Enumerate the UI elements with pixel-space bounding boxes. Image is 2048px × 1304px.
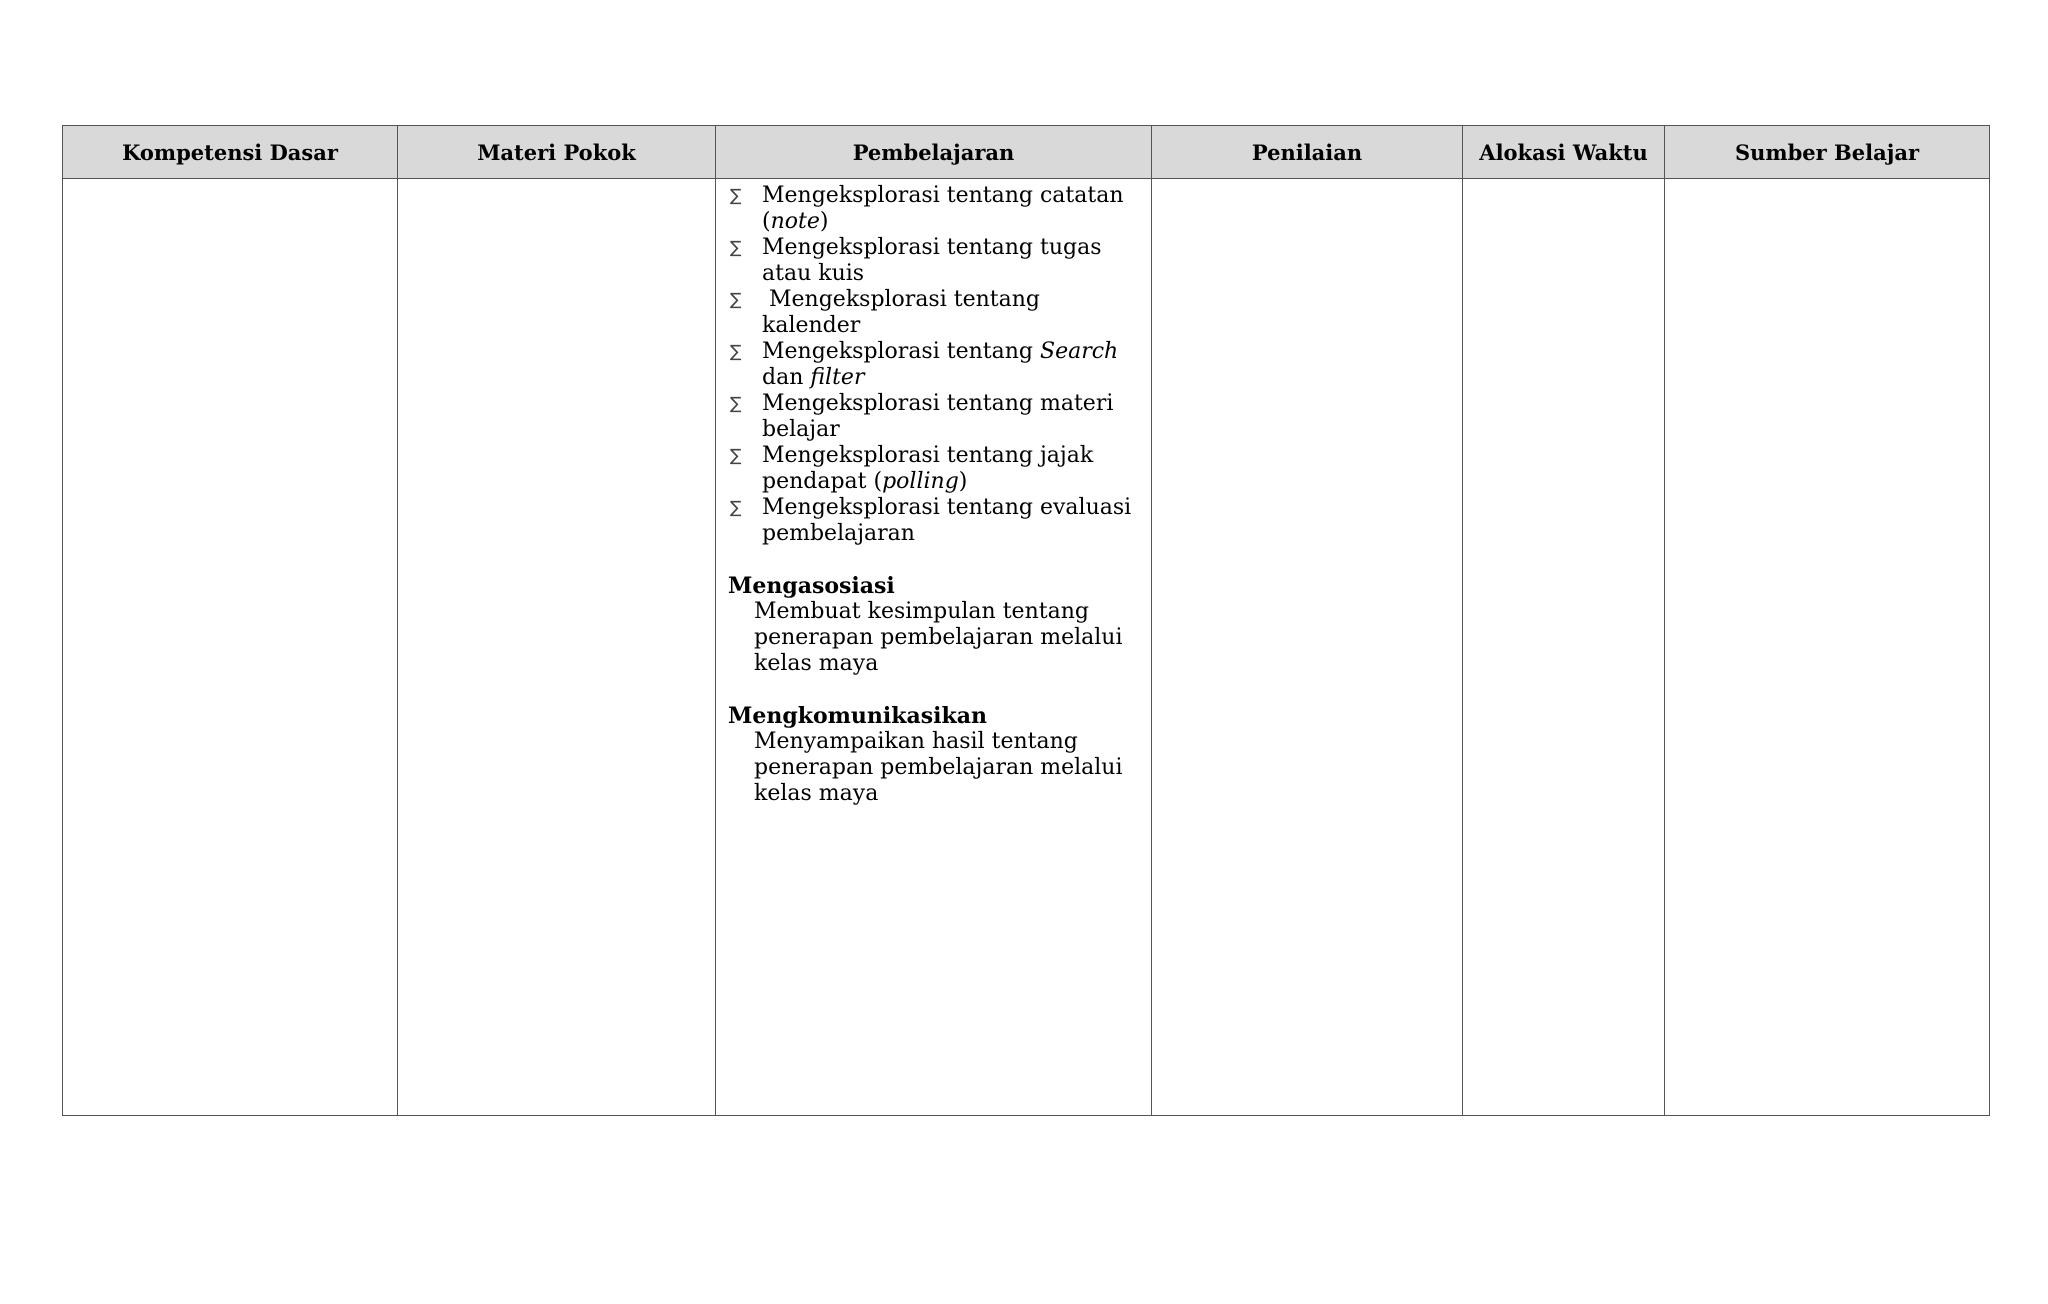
header-pembelajaran: Pembelajaran: [716, 126, 1152, 179]
header-kompetensi-dasar: Kompetensi Dasar: [63, 126, 398, 179]
cell-penilaian: [1152, 179, 1463, 1116]
mengasosiasi-text: Membuat kesimpulan tentang penerapan pembelajaran melalui kelas maya: [754, 599, 1123, 676]
list-item: [728, 391, 1139, 443]
list-item-text: Mengeksplorasi tentang materi belajar: [762, 391, 1114, 442]
mengasosiasi-heading: Mengasosiasi: [728, 573, 895, 599]
sigma-bullet-icon: ∑: [730, 186, 742, 206]
list-item: [728, 235, 1139, 287]
header-sumber-belajar: Sumber Belajar: [1665, 126, 1990, 179]
sigma-bullet-icon: ∑: [730, 498, 742, 518]
cell-sumber-belajar: [1665, 179, 1990, 1116]
cell-kompetensi-dasar: [63, 179, 398, 1116]
header-alokasi-waktu: Alokasi Waktu: [1463, 126, 1665, 179]
mengkomunikasikan-text: Menyampaikan hasil tentang penerapan pembelajaran melalui kelas maya: [754, 729, 1123, 806]
cell-alokasi-waktu: [1463, 179, 1665, 1116]
sigma-bullet-icon: ∑: [730, 394, 742, 414]
sigma-bullet-icon: ∑: [730, 342, 742, 362]
list-item-text: Mengeksplorasi tentang catatan (note): [762, 183, 1124, 234]
cell-pembelajaran: [716, 179, 1152, 1116]
exploration-list: [728, 183, 1139, 547]
list-item: [728, 183, 1139, 235]
list-item: [728, 495, 1139, 547]
sigma-bullet-icon: ∑: [730, 238, 742, 258]
list-item-text: Mengeksplorasi tentang tugas atau kuis: [762, 235, 1102, 286]
list-item-text: Mengeksplorasi tentang jajak pendapat (polling): [762, 443, 1094, 494]
list-item-text: Mengeksplorasi tentang kalender: [762, 287, 1047, 338]
pembelajaran-content: [716, 179, 1151, 807]
cell-materi-pokok: [398, 179, 716, 1116]
sigma-bullet-icon: ∑: [730, 290, 742, 310]
list-item: [728, 339, 1139, 391]
header-row: [63, 126, 1990, 179]
rpp-table: [62, 125, 1990, 1116]
mengkomunikasikan-heading: Mengkomunikasikan: [728, 703, 988, 729]
content-row: [63, 179, 1990, 1116]
header-penilaian: Penilaian: [1152, 126, 1463, 179]
sigma-bullet-icon: ∑: [730, 446, 742, 466]
list-item-text: Mengeksplorasi tentang evaluasi pembelajaran: [762, 495, 1132, 546]
list-item-text: Mengeksplorasi tentang Search dan filter: [762, 339, 1126, 390]
list-item: [728, 443, 1139, 495]
header-materi-pokok: Materi Pokok: [398, 126, 716, 179]
list-item: [728, 287, 1139, 339]
